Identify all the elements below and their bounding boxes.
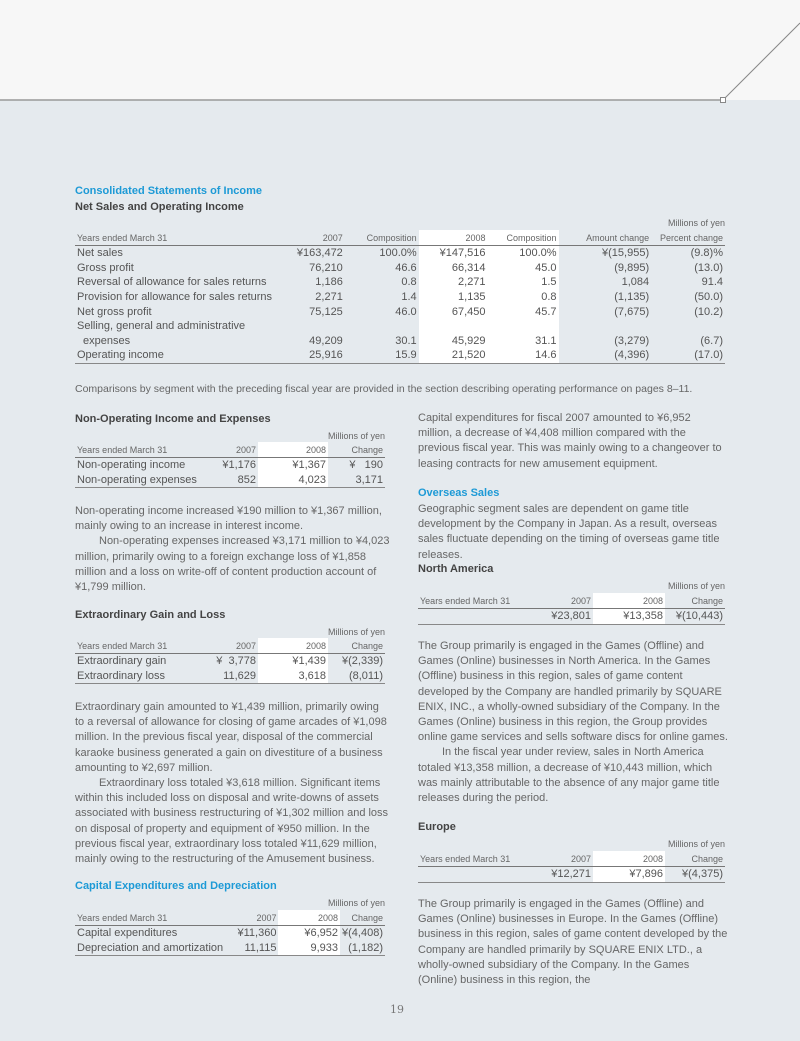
cell (488, 319, 559, 334)
cell (345, 319, 419, 334)
col-header: 2008 (419, 230, 488, 246)
cell: ¥6,952 (278, 926, 340, 941)
capex-text (418, 411, 728, 472)
north-america-table (418, 593, 725, 625)
cell: (13.0) (694, 261, 723, 274)
cell: (9,895) (614, 261, 650, 274)
cell: ¥7,896 (593, 867, 665, 883)
paragraph: Capital expenditures for fiscal 2007 amounted to ¥6,952 million, a decrease of ¥4,408 million compared with the previous fiscal year. This was mainly owing to a changeover to leasing contracts for new amusement equipment. (418, 412, 722, 470)
col-header: 2007 (256, 912, 277, 923)
table-row (75, 669, 385, 684)
page-number: 19 (390, 1003, 404, 1016)
col-header: 2008 (593, 851, 665, 867)
paragraph: The Group primarily is engaged in the Games (Offline) and Games (Online) businesses in North America. In the Games (Offline) business in this region, sales of game content developed by the Company are handled primarily by SQUARE ENIX, INC., a wholly-owned subsidiary of the Company. In the Games (Online) business in this region, the Group provides online game services and sells software discs for online games. (418, 640, 728, 744)
cell: 1,135 (419, 290, 488, 305)
cell: 21,520 (419, 348, 488, 363)
cell: 49,209 (309, 334, 343, 347)
col-header: Composition (488, 230, 559, 246)
header-rule-decoration (0, 0, 800, 110)
section-title-europe: Europe (418, 821, 456, 833)
row-label: Gross profit (77, 261, 134, 274)
row-label: Non-operating expenses (77, 473, 197, 486)
cell: ¥163,472 (296, 247, 343, 260)
cell: (6.7) (700, 334, 723, 347)
table-row (75, 319, 725, 334)
non-operating-text (75, 504, 390, 595)
col-header: 2008 (258, 638, 328, 654)
col-header: Percent change (659, 232, 723, 243)
capex-table (75, 910, 385, 956)
cell: ¥1,439 (258, 654, 328, 669)
col-header: Change (351, 912, 383, 923)
row-label: Depreciation and amortization (77, 941, 224, 954)
cell (274, 319, 345, 334)
main-income-table (75, 230, 725, 364)
paragraph: The Group primarily is engaged in the Games (Offline) and Games (Online) businesses in Europe. In the Games (Offline) business in this region, sales of game content developed by the Company are handled primarily by SQUARE ENIX LTD., a wholly-owned subsidiary of the Company. In the Games (Online) business in this region, the (418, 898, 728, 987)
cell: (1,135) (614, 291, 650, 304)
col-header: 2008 (278, 910, 340, 926)
paragraph: Extraordinary loss totaled ¥3,618 million. Significant items within this included loss on disposal and write-downs of assets associated with business restructuring of ¥1,302 million and loss on disposal of property and equipment of ¥950 million. In the previous fiscal year, extraordinary loss totaled ¥11,629 million, mainly owing to the restructuring of the Amusement business. (75, 777, 389, 866)
cell: 25,916 (309, 349, 343, 362)
overseas-text (418, 502, 728, 563)
cell: (8,011) (348, 669, 383, 682)
cell: 1.4 (401, 291, 417, 304)
cell: 66,314 (419, 261, 488, 276)
col-header: Years ended March 31 (77, 912, 168, 923)
cell (651, 319, 725, 334)
cell: ¥1,367 (258, 458, 328, 473)
table-row (75, 246, 725, 261)
table-row (75, 458, 385, 473)
cell: 30.1 (395, 334, 417, 347)
europe-table (418, 851, 725, 883)
cell: ¥147,516 (419, 246, 488, 261)
col-header: Amount change (586, 232, 650, 243)
north-america-text (418, 639, 730, 806)
row-label (418, 609, 523, 625)
cell: 3,171 (355, 473, 383, 486)
table-row (75, 473, 385, 488)
col-header: 2007 (235, 640, 256, 651)
cell: 3,618 (258, 669, 328, 684)
unit-note: Millions of yen (667, 218, 725, 228)
cell (559, 319, 652, 334)
paragraph: Non-operating expenses increased ¥3,171 million to ¥4,023 million, primarily owing to a foreign exchange loss of ¥1,858 million and a loss on write-off of content production account of ¥1,799 million. (75, 535, 390, 594)
col-header: Change (351, 640, 383, 651)
cell: ¥(4,375) (682, 868, 723, 881)
table-row (418, 609, 725, 625)
paragraph: In the fiscal year under review, sales in North America totaled ¥13,358 million, a decrease of ¥10,443 million, which was mainly attributable to the absence of any major game title releases during the period. (418, 746, 720, 805)
cell: ¥(15,955) (602, 247, 650, 260)
row-label: expenses (83, 334, 131, 347)
cell: 14.6 (488, 348, 559, 363)
europe-text (418, 897, 730, 988)
row-label: Reversal of allowance for sales returns (77, 276, 267, 289)
cell: 100.0% (488, 246, 559, 261)
unit-note: Millions of yen (327, 431, 385, 441)
col-header: Change (691, 853, 723, 864)
cell (419, 319, 488, 334)
cell: 852 (237, 473, 256, 486)
table-row (418, 867, 725, 883)
section-title-overseas: Overseas Sales (418, 487, 500, 499)
row-label: Provision for allowance for sales returns (77, 291, 273, 304)
col-header: Change (351, 444, 383, 455)
col-header: 2008 (258, 442, 328, 458)
row-label: Net gross profit (77, 305, 152, 318)
cell: 45.0 (488, 261, 559, 276)
paragraph: Extraordinary gain amounted to ¥1,439 million, primarily owing to a reversal of allowance for closing of game arcades of ¥1,098 million. In the previous fiscal year, disposal of the commercial karaoke business generated a gain on divestiture of a business amounting to ¥2,697 million. (75, 701, 387, 774)
cell: 1,186 (315, 276, 343, 289)
table-row (75, 290, 725, 305)
cell: 46.0 (395, 305, 417, 318)
cell: ¥12,271 (551, 868, 591, 881)
row-label: Non-operating income (77, 459, 186, 472)
col-header: Years ended March 31 (77, 444, 168, 455)
unit-note: Millions of yen (667, 839, 725, 849)
row-label: Operating income (77, 349, 164, 362)
paragraph: Non-operating income increased ¥190 million to ¥1,367 million, mainly owing to an increase in interest income. (75, 505, 382, 533)
footnote: Comparisons by segment with the preceding fiscal year are provided in the section describing operating performance on pages 8–11. (75, 383, 693, 395)
cell: (17.0) (694, 349, 723, 362)
cell: 2,271 (315, 291, 343, 304)
section-title-north-america: North America (418, 563, 494, 575)
cell: 9,933 (278, 941, 340, 956)
cell: ¥ 3,778 (216, 655, 256, 668)
cell: 31.1 (488, 334, 559, 349)
cell: ¥(2,339) (342, 655, 383, 668)
cell: ¥11,360 (237, 927, 277, 940)
cell: ¥(4,408) (342, 927, 383, 940)
unit-note: Millions of yen (327, 898, 385, 908)
row-label: Extraordinary loss (77, 669, 166, 682)
col-header: Composition (366, 232, 417, 243)
subsection-title-net-sales: Net Sales and Operating Income (75, 201, 244, 213)
cell: 11,629 (223, 669, 256, 682)
cell: (1,182) (348, 941, 383, 954)
cell: ¥23,801 (551, 610, 591, 623)
section-title-consolidated: Consolidated Statements of Income (75, 185, 263, 197)
col-header: Change (691, 595, 723, 606)
cell: 15.9 (395, 349, 417, 362)
col-header: 2008 (593, 593, 665, 609)
cell: 45,929 (419, 334, 488, 349)
section-title-extraordinary: Extraordinary Gain and Loss (75, 609, 226, 621)
extraordinary-text (75, 700, 390, 867)
table-row (75, 261, 725, 276)
col-header: 2007 (570, 595, 591, 606)
table-row (75, 275, 725, 290)
row-label: Net sales (77, 247, 123, 260)
cell: 75,125 (309, 305, 343, 318)
cell: (7,675) (614, 305, 650, 318)
table-row (75, 334, 725, 349)
cell: 2,271 (419, 275, 488, 290)
extraordinary-table (75, 638, 385, 684)
cell: 67,450 (419, 304, 488, 319)
cell: 1.5 (488, 275, 559, 290)
col-header: 2007 (322, 232, 343, 243)
col-header: Years ended March 31 (77, 640, 168, 651)
col-header: Years ended March 31 (420, 853, 511, 864)
table-row (75, 926, 385, 941)
section-title-non-operating: Non-Operating Income and Expenses (75, 413, 271, 425)
col-header: Years ended March 31 (420, 595, 511, 606)
cell: (10.2) (694, 305, 723, 318)
cell: (4,396) (614, 349, 650, 362)
cell: ¥(10,443) (675, 610, 723, 623)
cell: (3,279) (614, 334, 650, 347)
paragraph: Geographic segment sales are dependent on game title development by the Company in Japan. As a result, overseas sales fluctuate depending on the timing of overseas game title releases. (418, 503, 720, 561)
row-label (418, 867, 523, 883)
non-operating-table (75, 442, 385, 488)
cell: 0.8 (488, 290, 559, 305)
cell: ¥ 190 (349, 459, 383, 472)
row-label: Capital expenditures (77, 927, 178, 940)
col-header: 2007 (570, 853, 591, 864)
section-title-capex: Capital Expenditures and Depreciation (75, 880, 277, 892)
unit-note: Millions of yen (667, 581, 725, 591)
col-header: Years ended March 31 (77, 232, 168, 243)
row-label: Selling, general and administrative (77, 320, 246, 333)
table-row (75, 348, 725, 363)
row-label: Extraordinary gain (77, 655, 167, 668)
cell: 46.6 (395, 261, 417, 274)
cell: 0.8 (401, 276, 417, 289)
cell: ¥13,358 (593, 609, 665, 625)
table-row (75, 941, 385, 956)
unit-note: Millions of yen (327, 627, 385, 637)
cell: 45.7 (488, 304, 559, 319)
cell: (9.8)% (690, 247, 723, 260)
cell: 11,115 (244, 941, 277, 954)
cell: 100.0% (379, 247, 417, 260)
cell: ¥1,176 (222, 459, 256, 472)
table-row (75, 654, 385, 669)
cell: (50.0) (694, 291, 723, 304)
cell: 4,023 (258, 473, 328, 488)
cell: 1,084 (621, 276, 650, 289)
cell: 91.4 (701, 276, 723, 289)
col-header: 2007 (235, 444, 256, 455)
table-row (75, 304, 725, 319)
cell: 76,210 (309, 261, 343, 274)
